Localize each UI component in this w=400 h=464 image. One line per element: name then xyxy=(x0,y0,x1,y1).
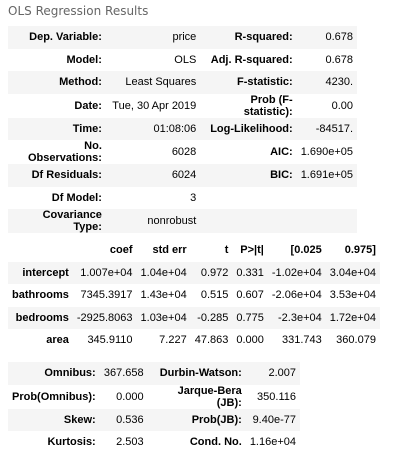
summary-value: 1.690e+05 xyxy=(297,140,357,164)
table-row xyxy=(8,71,357,94)
table-row xyxy=(8,385,300,409)
summary-label: Covariance Type: xyxy=(8,209,106,233)
coef-cell: 1.04e+04 xyxy=(137,262,191,285)
coef-cell: 331.743 xyxy=(268,329,326,352)
diag-value: 2.007 xyxy=(246,362,300,385)
coef-cell: 360.079 xyxy=(326,329,380,352)
summary-value: 4230. xyxy=(297,71,357,94)
table-row xyxy=(8,284,380,307)
diag-value: 0.536 xyxy=(100,409,148,432)
table-row xyxy=(8,140,357,164)
summary-label: AIC: xyxy=(200,140,296,164)
variable-name: bathrooms xyxy=(8,284,73,307)
summary-value: 6028 xyxy=(106,140,200,164)
summary-label: Df Model: xyxy=(8,187,106,210)
diag-label: Skew: xyxy=(8,409,100,432)
column-header: std err xyxy=(137,239,191,262)
coef-cell: 0.607 xyxy=(232,284,268,307)
variable-name: intercept xyxy=(8,262,73,285)
table-row xyxy=(8,187,357,210)
summary-label: Prob (F-statistic): xyxy=(200,94,296,118)
summary-value xyxy=(297,209,357,233)
diag-value: 367.658 xyxy=(100,362,148,385)
coef-cell: 7345.3917 xyxy=(73,284,137,307)
table-row xyxy=(8,94,357,118)
summary-value: 0.678 xyxy=(297,26,357,49)
diag-label: Prob(JB): xyxy=(148,409,246,432)
summary-label: Df Residuals: xyxy=(8,164,106,187)
table-row xyxy=(8,164,357,187)
diag-value: 2.503 xyxy=(100,431,148,454)
model-summary-table xyxy=(8,26,357,233)
diag-label: Cond. No. xyxy=(148,431,246,454)
summary-label: BIC: xyxy=(200,164,296,187)
coef-cell: 0.331 xyxy=(232,262,268,285)
coef-cell: 1.72e+04 xyxy=(326,307,380,330)
summary-value: Tue, 30 Apr 2019 xyxy=(106,94,200,118)
table-row xyxy=(8,262,380,285)
summary-label: Log-Likelihood: xyxy=(200,118,296,141)
table-row xyxy=(8,49,357,72)
coef-cell: -2.3e+04 xyxy=(268,307,326,330)
summary-value: 1.691e+05 xyxy=(297,164,357,187)
summary-value xyxy=(297,187,357,210)
coef-cell: -2925.8063 xyxy=(73,307,137,330)
diag-value: 350.116 xyxy=(246,385,300,409)
summary-value: 0.00 xyxy=(297,94,357,118)
coef-cell: 1.007e+04 xyxy=(73,262,137,285)
summary-value: 3 xyxy=(106,187,200,210)
summary-label xyxy=(200,209,296,233)
summary-label: No. Observations: xyxy=(8,140,106,164)
coef-cell: -0.285 xyxy=(191,307,233,330)
summary-label: F-statistic: xyxy=(200,71,296,94)
table-row xyxy=(8,329,380,352)
summary-value: 0.678 xyxy=(297,49,357,72)
summary-label: Method: xyxy=(8,71,106,94)
diagnostics-table xyxy=(8,362,300,454)
column-header: t xyxy=(191,239,233,262)
summary-value: Least Squares xyxy=(106,71,200,94)
column-header: 0.975] xyxy=(326,239,380,262)
summary-value: nonrobust xyxy=(106,209,200,233)
coef-cell: 1.03e+04 xyxy=(137,307,191,330)
diag-label: Durbin-Watson: xyxy=(148,362,246,385)
table-row xyxy=(8,431,300,454)
coef-cell: 0.000 xyxy=(232,329,268,352)
summary-value: -84517. xyxy=(297,118,357,141)
summary-label: Date: xyxy=(8,94,106,118)
summary-label: Time: xyxy=(8,118,106,141)
column-header xyxy=(8,239,73,262)
summary-label: R-squared: xyxy=(200,26,296,49)
diag-label: Kurtosis: xyxy=(8,431,100,454)
summary-value: price xyxy=(106,26,200,49)
coef-cell: 0.515 xyxy=(191,284,233,307)
diag-value: 0.000 xyxy=(100,385,148,409)
summary-label: Model: xyxy=(8,49,106,72)
coef-cell: 0.775 xyxy=(232,307,268,330)
diag-label: Omnibus: xyxy=(8,362,100,385)
table-row xyxy=(8,409,300,432)
summary-label xyxy=(200,187,296,210)
page-title: OLS Regression Results xyxy=(8,4,149,18)
column-header: P>|t| xyxy=(232,239,268,262)
diag-value: 1.16e+04 xyxy=(246,431,300,454)
coef-cell: -2.06e+04 xyxy=(268,284,326,307)
variable-name: area xyxy=(8,329,73,352)
coef-cell: -1.02e+04 xyxy=(268,262,326,285)
table-row xyxy=(8,209,357,233)
coef-cell: 345.9110 xyxy=(73,329,137,352)
summary-value: 01:08:06 xyxy=(106,118,200,141)
column-header: [0.025 xyxy=(268,239,326,262)
diag-value: 9.40e-77 xyxy=(246,409,300,432)
summary-value: 6024 xyxy=(106,164,200,187)
column-header: coef xyxy=(73,239,137,262)
summary-label: Dep. Variable: xyxy=(8,26,106,49)
coef-cell: 47.863 xyxy=(191,329,233,352)
diag-label: Prob(Omnibus): xyxy=(8,385,100,409)
coef-cell: 7.227 xyxy=(137,329,191,352)
coef-cell: 0.972 xyxy=(191,262,233,285)
table-row xyxy=(8,307,380,330)
table-row xyxy=(8,26,357,49)
diag-label: Jarque-Bera (JB): xyxy=(148,385,246,409)
summary-value: OLS xyxy=(106,49,200,72)
coef-cell: 3.53e+04 xyxy=(326,284,380,307)
coef-cell: 1.43e+04 xyxy=(137,284,191,307)
table-row xyxy=(8,118,357,141)
table-row xyxy=(8,362,300,385)
coef-cell: 3.04e+04 xyxy=(326,262,380,285)
summary-label: Adj. R-squared: xyxy=(200,49,296,72)
variable-name: bedrooms xyxy=(8,307,73,330)
coefficients-table xyxy=(8,239,380,352)
